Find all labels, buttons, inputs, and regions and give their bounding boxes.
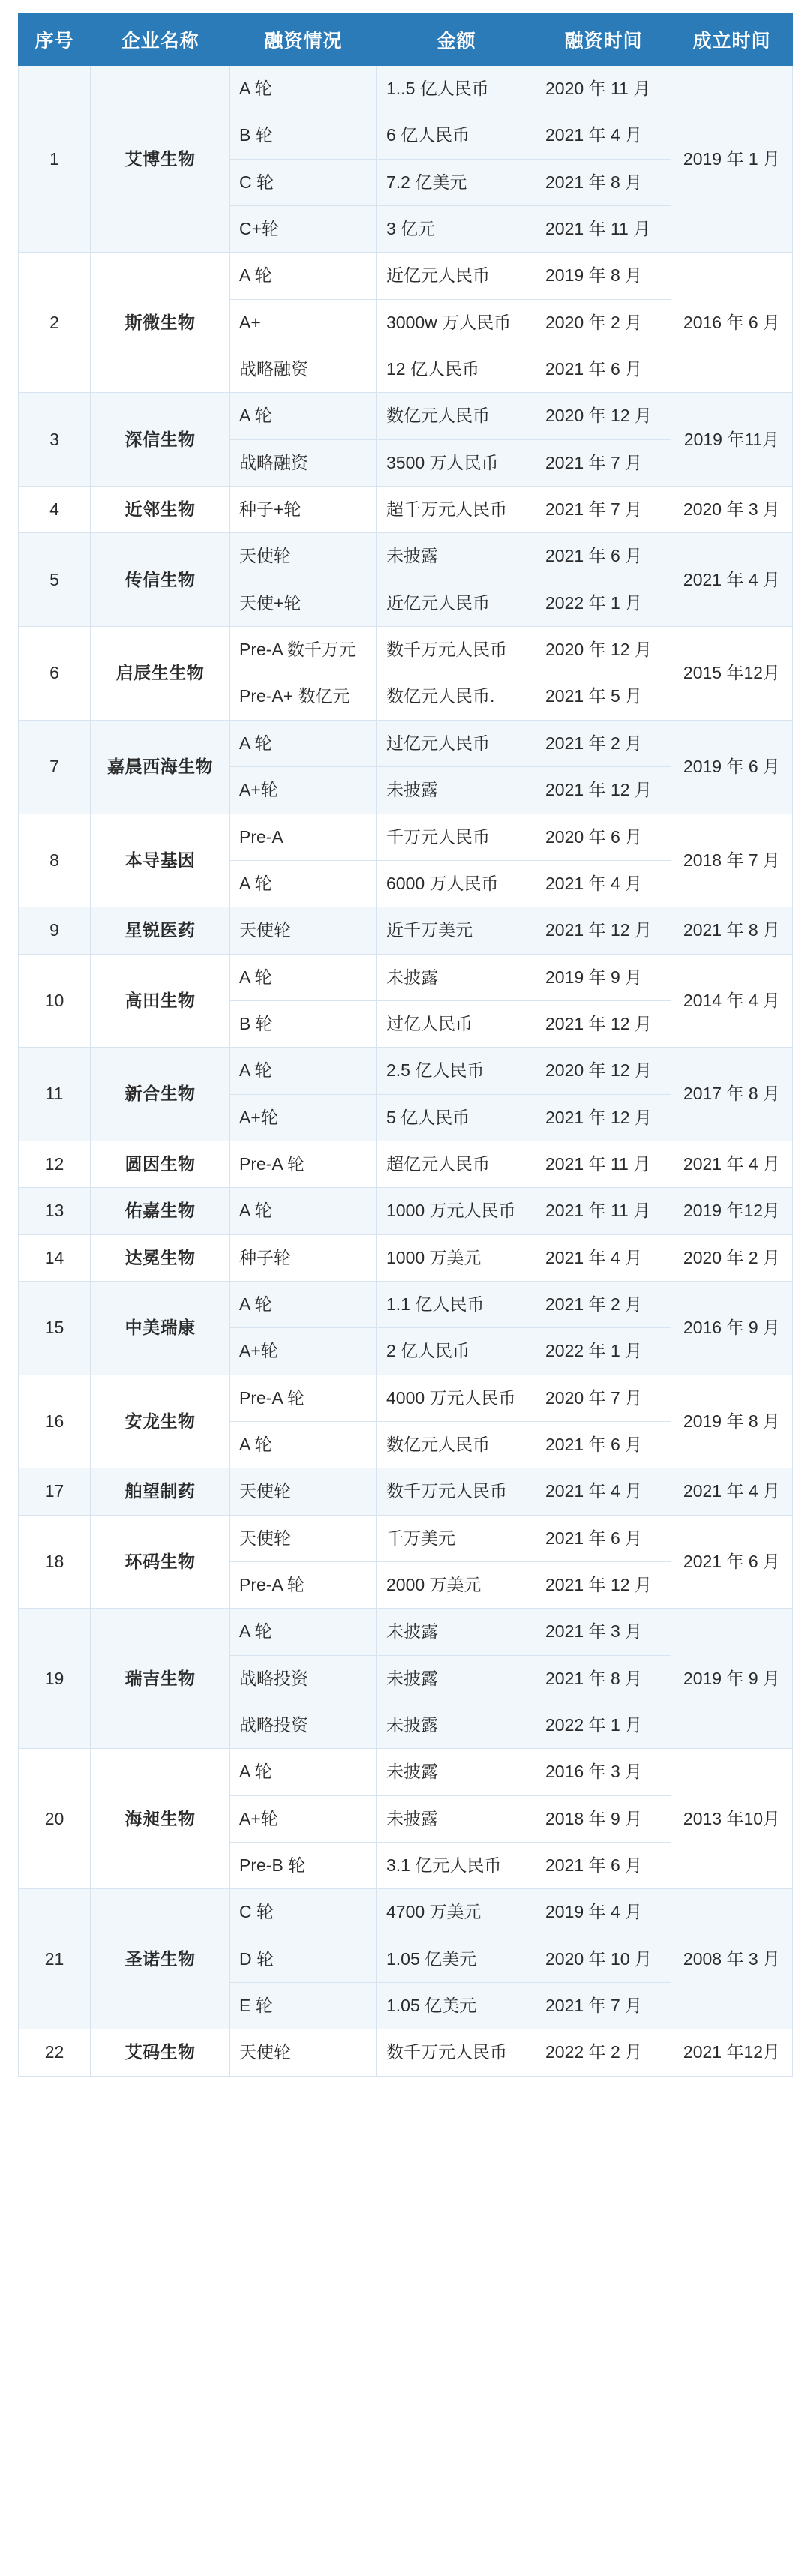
- cell-financing-round: 战略融资: [230, 439, 377, 486]
- cell-founded-date: 2016 年 9 月: [671, 1281, 793, 1375]
- cell-financing-round: A+轮: [230, 1094, 377, 1141]
- cell-financing-round: B 轮: [230, 112, 377, 159]
- cell-financing-date: 2021 年 6 月: [536, 1843, 671, 1889]
- cell-financing-round: A 轮: [230, 1048, 377, 1094]
- cell-index: 4: [19, 487, 91, 533]
- cell-amount: 6 亿人民币: [377, 112, 536, 159]
- cell-founded-date: 2021 年12月: [671, 2029, 793, 2076]
- cell-financing-round: C 轮: [230, 159, 377, 205]
- cell-financing-date: 2022 年 1 月: [536, 1328, 671, 1375]
- cell-financing-round: 种子轮: [230, 1234, 377, 1281]
- cell-index: 22: [19, 2029, 91, 2076]
- cell-financing-date: 2021 年 6 月: [536, 346, 671, 393]
- cell-index: 12: [19, 1141, 91, 1187]
- cell-amount: 近亿元人民币: [377, 253, 536, 299]
- cell-index: 11: [19, 1048, 91, 1141]
- cell-amount: 3500 万人民币: [377, 439, 536, 486]
- cell-financing-round: A 轮: [230, 954, 377, 1000]
- cell-amount: 1.1 亿人民币: [377, 1281, 536, 1327]
- cell-financing-date: 2022 年 2 月: [536, 2029, 671, 2076]
- table-row: [19, 1515, 793, 1561]
- cell-amount: 6000 万人民币: [377, 860, 536, 907]
- cell-company-name: 达冕生物: [91, 1234, 230, 1281]
- cell-financing-round: Pre-A 轮: [230, 1562, 377, 1609]
- cell-index: 14: [19, 1234, 91, 1281]
- cell-financing-round: Pre-A: [230, 814, 377, 860]
- cell-financing-date: 2020 年 6 月: [536, 814, 671, 860]
- cell-amount: 未披露: [377, 1655, 536, 1702]
- cell-financing-round: A+: [230, 299, 377, 346]
- cell-financing-date: 2021 年 6 月: [536, 1515, 671, 1561]
- cell-index: 10: [19, 954, 91, 1048]
- cell-amount: 1.05 亿美元: [377, 1983, 536, 2029]
- table-body: [19, 66, 793, 2077]
- cell-company-name: 安龙生物: [91, 1375, 230, 1468]
- cell-amount: 千万美元: [377, 1515, 536, 1561]
- table-row: [19, 487, 793, 533]
- cell-company-name: 艾码生物: [91, 2029, 230, 2076]
- cell-financing-round: 天使轮: [230, 2029, 377, 2076]
- cell-financing-round: 种子+轮: [230, 487, 377, 533]
- table-row: [19, 720, 793, 766]
- cell-financing-date: 2021 年 8 月: [536, 159, 671, 205]
- cell-company-name: 佑嘉生物: [91, 1188, 230, 1234]
- cell-financing-date: 2021 年 8 月: [536, 1655, 671, 1702]
- cell-founded-date: 2021 年 4 月: [671, 1468, 793, 1515]
- table-row: [19, 1375, 793, 1421]
- cell-company-name: 斯微生物: [91, 253, 230, 393]
- cell-amount: 超亿元人民币: [377, 1141, 536, 1187]
- cell-company-name: 中美瑞康: [91, 1281, 230, 1375]
- cell-amount: 未披露: [377, 533, 536, 580]
- table-row: [19, 907, 793, 954]
- table-row: [19, 627, 793, 673]
- cell-financing-round: A 轮: [230, 1188, 377, 1234]
- cell-founded-date: 2013 年10月: [671, 1749, 793, 1889]
- cell-amount: 7.2 亿美元: [377, 159, 536, 205]
- table-row: [19, 954, 793, 1000]
- cell-financing-round: 战略投资: [230, 1655, 377, 1702]
- table-row: [19, 1188, 793, 1234]
- cell-index: 2: [19, 253, 91, 393]
- cell-amount: 2.5 亿人民币: [377, 1048, 536, 1094]
- cell-financing-round: E 轮: [230, 1983, 377, 2029]
- cell-financing-round: A 轮: [230, 253, 377, 299]
- cell-financing-date: 2021 年 11 月: [536, 206, 671, 253]
- cell-financing-date: 2021 年 4 月: [536, 112, 671, 159]
- cell-amount: 1000 万元人民币: [377, 1188, 536, 1234]
- cell-financing-round: B 轮: [230, 1000, 377, 1047]
- cell-company-name: 嘉晨西海生物: [91, 720, 230, 814]
- financing-table: [18, 13, 793, 2077]
- cell-amount: 3 亿元: [377, 206, 536, 253]
- cell-financing-date: 2020 年 12 月: [536, 627, 671, 673]
- cell-financing-round: A 轮: [230, 860, 377, 907]
- cell-amount: 过亿人民币: [377, 1000, 536, 1047]
- cell-amount: 近千万美元: [377, 907, 536, 954]
- table-row: [19, 1141, 793, 1187]
- cell-amount: 数亿元人民币: [377, 1421, 536, 1468]
- cell-amount: 近亿元人民币: [377, 580, 536, 626]
- cell-founded-date: 2018 年 7 月: [671, 814, 793, 907]
- cell-financing-round: C+轮: [230, 206, 377, 253]
- cell-financing-round: Pre-A 数千万元: [230, 627, 377, 673]
- cell-amount: 超千万元人民币: [377, 487, 536, 533]
- cell-financing-round: A 轮: [230, 1281, 377, 1327]
- cell-financing-round: A+轮: [230, 1328, 377, 1375]
- cell-company-name: 新合生物: [91, 1048, 230, 1141]
- cell-index: 17: [19, 1468, 91, 1515]
- cell-founded-date: 2019 年 1 月: [671, 66, 793, 253]
- cell-company-name: 本导基因: [91, 814, 230, 907]
- table-row: [19, 2029, 793, 2076]
- cell-founded-date: 2008 年 3 月: [671, 1889, 793, 2029]
- table-row: [19, 1234, 793, 1281]
- cell-founded-date: 2021 年 6 月: [671, 1515, 793, 1609]
- cell-financing-date: 2021 年 11 月: [536, 1141, 671, 1187]
- cell-founded-date: 2020 年 3 月: [671, 487, 793, 533]
- cell-company-name: 传信生物: [91, 533, 230, 627]
- cell-financing-date: 2021 年 7 月: [536, 1983, 671, 2029]
- cell-financing-date: 2021 年 4 月: [536, 860, 671, 907]
- column-header-company: 企业名称: [91, 14, 230, 66]
- cell-financing-round: Pre-A 轮: [230, 1141, 377, 1187]
- header-row: [19, 14, 793, 66]
- cell-index: 21: [19, 1889, 91, 2029]
- cell-amount: 4700 万美元: [377, 1889, 536, 1936]
- cell-financing-date: 2021 年 6 月: [536, 533, 671, 580]
- cell-financing-round: 天使轮: [230, 907, 377, 954]
- cell-financing-date: 2021 年 4 月: [536, 1234, 671, 1281]
- cell-amount: 数千万元人民币: [377, 2029, 536, 2076]
- cell-financing-date: 2016 年 3 月: [536, 1749, 671, 1795]
- cell-financing-round: A 轮: [230, 1421, 377, 1468]
- cell-company-name: 高田生物: [91, 954, 230, 1048]
- cell-financing-round: Pre-A+ 数亿元: [230, 673, 377, 720]
- table-row: [19, 1468, 793, 1515]
- table-row: [19, 1749, 793, 1795]
- cell-amount: 未披露: [377, 1795, 536, 1842]
- cell-financing-date: 2021 年 2 月: [536, 1281, 671, 1327]
- cell-amount: 数亿元人民币.: [377, 673, 536, 720]
- cell-company-name: 深信生物: [91, 393, 230, 487]
- cell-financing-date: 2021 年 7 月: [536, 439, 671, 486]
- cell-index: 3: [19, 393, 91, 487]
- cell-founded-date: 2014 年 4 月: [671, 954, 793, 1048]
- cell-financing-round: Pre-B 轮: [230, 1843, 377, 1889]
- cell-amount: 数千万元人民币: [377, 627, 536, 673]
- cell-financing-date: 2021 年 12 月: [536, 907, 671, 954]
- cell-financing-date: 2018 年 9 月: [536, 1795, 671, 1842]
- table-row: [19, 393, 793, 439]
- cell-financing-date: 2021 年 11 月: [536, 1188, 671, 1234]
- cell-index: 9: [19, 907, 91, 954]
- cell-founded-date: 2019 年 6 月: [671, 720, 793, 814]
- cell-company-name: 环码生物: [91, 1515, 230, 1609]
- table-row: [19, 1609, 793, 1655]
- cell-index: 16: [19, 1375, 91, 1468]
- cell-amount: 2 亿人民币: [377, 1328, 536, 1375]
- cell-amount: 1..5 亿人民币: [377, 66, 536, 112]
- cell-financing-date: 2021 年 5 月: [536, 673, 671, 720]
- cell-company-name: 近邻生物: [91, 487, 230, 533]
- cell-financing-round: 天使+轮: [230, 580, 377, 626]
- cell-financing-round: A 轮: [230, 720, 377, 766]
- cell-founded-date: 2019 年 9 月: [671, 1609, 793, 1749]
- column-header-financing-date: 融资时间: [536, 14, 671, 66]
- cell-financing-date: 2019 年 8 月: [536, 253, 671, 299]
- cell-financing-round: A 轮: [230, 393, 377, 439]
- cell-financing-date: 2022 年 1 月: [536, 1702, 671, 1749]
- cell-company-name: 圣诺生物: [91, 1889, 230, 2029]
- cell-founded-date: 2021 年 4 月: [671, 1141, 793, 1187]
- cell-amount: 1000 万美元: [377, 1234, 536, 1281]
- cell-company-name: 海昶生物: [91, 1749, 230, 1889]
- cell-amount: 5 亿人民币: [377, 1094, 536, 1141]
- cell-financing-round: 天使轮: [230, 1515, 377, 1561]
- table-row: [19, 1048, 793, 1094]
- cell-index: 6: [19, 627, 91, 721]
- cell-founded-date: 2019 年11月: [671, 393, 793, 487]
- cell-financing-round: 天使轮: [230, 533, 377, 580]
- cell-financing-date: 2021 年 12 月: [536, 1562, 671, 1609]
- cell-amount: 2000 万美元: [377, 1562, 536, 1609]
- cell-company-name: 星锐医药: [91, 907, 230, 954]
- cell-amount: 未披露: [377, 1609, 536, 1655]
- cell-founded-date: 2021 年 4 月: [671, 533, 793, 627]
- cell-amount: 1.05 亿美元: [377, 1936, 536, 1982]
- table-header: [19, 14, 793, 66]
- cell-company-name: 舶望制药: [91, 1468, 230, 1515]
- cell-financing-round: Pre-A 轮: [230, 1375, 377, 1421]
- cell-amount: 未披露: [377, 1702, 536, 1749]
- cell-financing-date: 2021 年 6 月: [536, 1421, 671, 1468]
- cell-financing-date: 2019 年 9 月: [536, 954, 671, 1000]
- cell-index: 1: [19, 66, 91, 253]
- cell-financing-date: 2021 年 2 月: [536, 720, 671, 766]
- cell-amount: 3000w 万人民币: [377, 299, 536, 346]
- table-row: [19, 533, 793, 580]
- cell-amount: 3.1 亿元人民币: [377, 1843, 536, 1889]
- cell-founded-date: 2015 年12月: [671, 627, 793, 721]
- cell-amount: 4000 万元人民币: [377, 1375, 536, 1421]
- cell-company-name: 瑞吉生物: [91, 1609, 230, 1749]
- cell-founded-date: 2019 年12月: [671, 1188, 793, 1234]
- cell-index: 7: [19, 720, 91, 814]
- cell-financing-round: 战略投资: [230, 1702, 377, 1749]
- table-row: [19, 253, 793, 299]
- cell-financing-round: 战略融资: [230, 346, 377, 393]
- cell-financing-round: D 轮: [230, 1936, 377, 1982]
- cell-company-name: 圆因生物: [91, 1141, 230, 1187]
- cell-financing-date: 2022 年 1 月: [536, 580, 671, 626]
- cell-financing-date: 2020 年 10 月: [536, 1936, 671, 1982]
- cell-financing-date: 2020 年 2 月: [536, 299, 671, 346]
- cell-financing-round: A+轮: [230, 767, 377, 814]
- cell-financing-round: A 轮: [230, 66, 377, 112]
- cell-financing-date: 2021 年 7 月: [536, 487, 671, 533]
- cell-founded-date: 2019 年 8 月: [671, 1375, 793, 1468]
- cell-financing-date: 2021 年 12 月: [536, 1000, 671, 1047]
- cell-amount: 数千万元人民币: [377, 1468, 536, 1515]
- column-header-amount: 金额: [377, 14, 536, 66]
- table-row: [19, 814, 793, 860]
- cell-founded-date: 2020 年 2 月: [671, 1234, 793, 1281]
- cell-amount: 未披露: [377, 767, 536, 814]
- cell-financing-round: A 轮: [230, 1609, 377, 1655]
- cell-amount: 未披露: [377, 1749, 536, 1795]
- table-row: [19, 1889, 793, 1936]
- cell-amount: 数亿元人民币: [377, 393, 536, 439]
- cell-financing-date: 2019 年 4 月: [536, 1889, 671, 1936]
- cell-financing-date: 2020 年 12 月: [536, 393, 671, 439]
- cell-index: 20: [19, 1749, 91, 1889]
- cell-founded-date: 2017 年 8 月: [671, 1048, 793, 1141]
- cell-financing-date: 2021 年 4 月: [536, 1468, 671, 1515]
- table-row: [19, 66, 793, 112]
- cell-financing-round: C 轮: [230, 1889, 377, 1936]
- column-header-index: 序号: [19, 14, 91, 66]
- cell-index: 5: [19, 533, 91, 627]
- cell-financing-date: 2021 年 12 月: [536, 767, 671, 814]
- cell-financing-round: A+轮: [230, 1795, 377, 1842]
- cell-index: 18: [19, 1515, 91, 1609]
- cell-index: 15: [19, 1281, 91, 1375]
- cell-financing-date: 2020 年 12 月: [536, 1048, 671, 1094]
- cell-company-name: 艾博生物: [91, 66, 230, 253]
- cell-company-name: 启辰生生物: [91, 627, 230, 721]
- cell-financing-round: 天使轮: [230, 1468, 377, 1515]
- column-header-round: 融资情况: [230, 14, 377, 66]
- cell-index: 8: [19, 814, 91, 907]
- cell-amount: 过亿元人民币: [377, 720, 536, 766]
- column-header-founded-date: 成立时间: [671, 14, 793, 66]
- cell-financing-date: 2021 年 3 月: [536, 1609, 671, 1655]
- table-row: [19, 1281, 793, 1327]
- cell-index: 19: [19, 1609, 91, 1749]
- cell-amount: 千万元人民币: [377, 814, 536, 860]
- cell-founded-date: 2021 年 8 月: [671, 907, 793, 954]
- cell-amount: 未披露: [377, 954, 536, 1000]
- cell-financing-round: A 轮: [230, 1749, 377, 1795]
- cell-index: 13: [19, 1188, 91, 1234]
- cell-amount: 12 亿人民币: [377, 346, 536, 393]
- cell-financing-date: 2021 年 12 月: [536, 1094, 671, 1141]
- cell-financing-date: 2020 年 11 月: [536, 66, 671, 112]
- cell-founded-date: 2016 年 6 月: [671, 253, 793, 393]
- cell-financing-date: 2020 年 7 月: [536, 1375, 671, 1421]
